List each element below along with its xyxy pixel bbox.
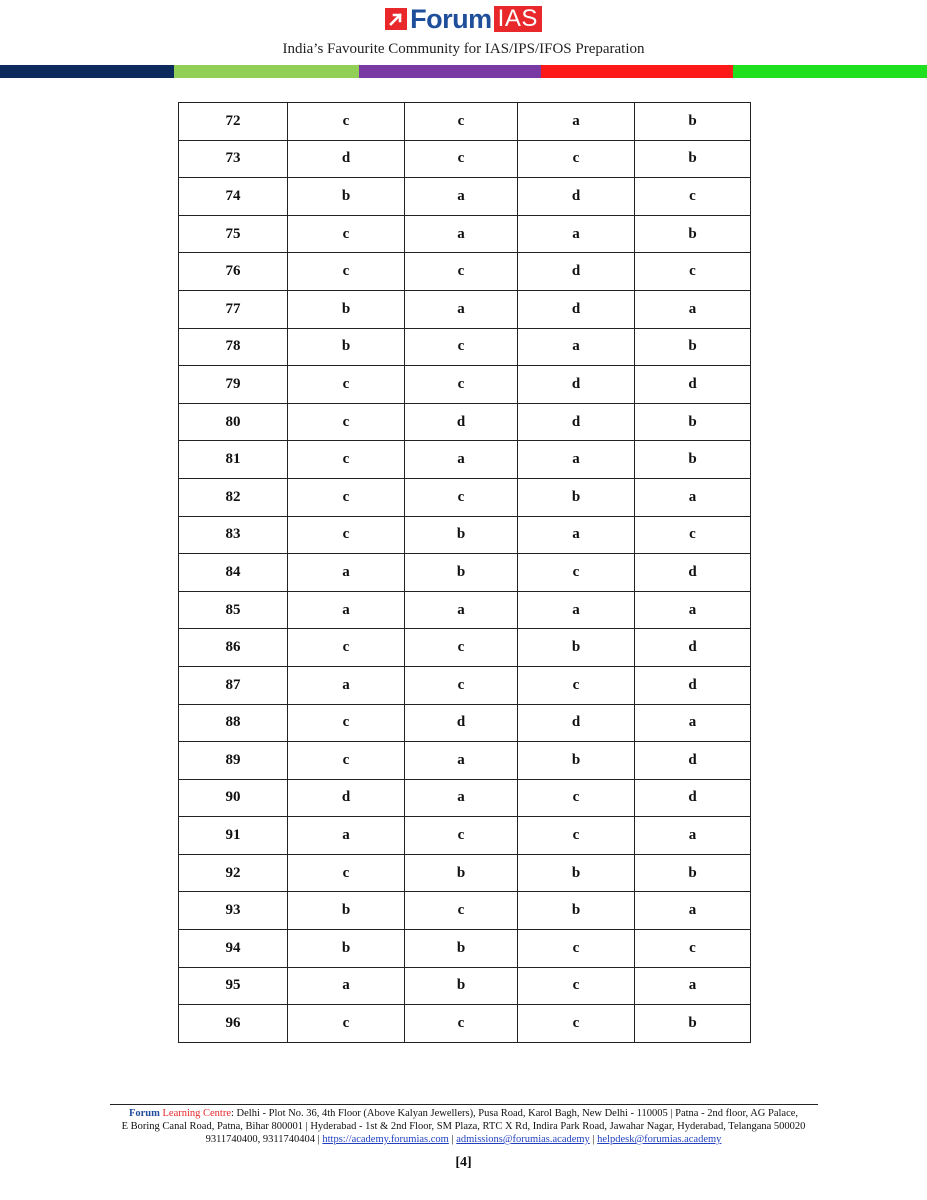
table-row <box>179 892 751 930</box>
answer-cell: d <box>635 629 751 667</box>
answer-cell: c <box>405 817 518 855</box>
answer-cell: c <box>288 854 405 892</box>
answer-cell: b <box>405 516 518 554</box>
answer-cell: c <box>288 103 405 141</box>
answer-cell: a <box>405 441 518 479</box>
table-row <box>179 554 751 592</box>
answer-cell: c <box>405 1005 518 1043</box>
table-row <box>179 742 751 780</box>
answer-cell: b <box>405 967 518 1005</box>
question-number-cell: 93 <box>179 892 288 930</box>
answer-cell: c <box>405 103 518 141</box>
answer-cell: b <box>405 854 518 892</box>
answer-cell: a <box>518 591 635 629</box>
question-number-cell: 78 <box>179 328 288 366</box>
answer-cell: b <box>518 854 635 892</box>
answer-cell: b <box>405 554 518 592</box>
answer-cell: b <box>635 854 751 892</box>
answer-cell: b <box>518 892 635 930</box>
answer-cell: c <box>405 253 518 291</box>
answer-cell: b <box>288 892 405 930</box>
answer-cell: a <box>518 328 635 366</box>
answer-cell: c <box>405 892 518 930</box>
footer-label-forum: Forum <box>128 1108 160 1119</box>
answer-cell: c <box>635 516 751 554</box>
answer-cell: d <box>405 704 518 742</box>
answer-cell: a <box>635 478 751 516</box>
question-number-cell: 83 <box>179 516 288 554</box>
answer-cell: c <box>518 967 635 1005</box>
answer-cell: d <box>518 403 635 441</box>
question-number-cell: 80 <box>179 403 288 441</box>
table-row <box>179 178 751 216</box>
table-row <box>179 478 751 516</box>
answer-cell: c <box>288 1005 405 1043</box>
question-number-cell: 84 <box>179 554 288 592</box>
logo-text-ias: IAS <box>494 6 542 32</box>
table-row <box>179 854 751 892</box>
answer-cell: d <box>288 140 405 178</box>
question-number-cell: 89 <box>179 742 288 780</box>
question-number-cell: 92 <box>179 854 288 892</box>
answer-cell: c <box>405 666 518 704</box>
answer-cell: a <box>635 892 751 930</box>
answer-cell: c <box>405 366 518 404</box>
table-row <box>179 328 751 366</box>
answer-cell: c <box>288 478 405 516</box>
color-bar-segment-green <box>733 65 927 78</box>
footer-address-text-1: : Delhi - Plot No. 36, 4th Floor (Above Kalyan Jewellers), Pusa Road, Karol Bagh, New Delhi - 110005 | Patna - 2nd floor, AG Palace, <box>231 1108 799 1119</box>
admissions-email-link[interactable]: admissions@forumias.academy <box>456 1134 590 1145</box>
answer-cell: a <box>518 441 635 479</box>
answer-cell: a <box>288 591 405 629</box>
question-number-cell: 85 <box>179 591 288 629</box>
table-row <box>179 1005 751 1043</box>
question-number-cell: 72 <box>179 103 288 141</box>
answer-cell: c <box>288 516 405 554</box>
answer-cell: d <box>518 366 635 404</box>
table-row <box>179 290 751 328</box>
answer-cell: b <box>518 478 635 516</box>
table-row <box>179 967 751 1005</box>
header-color-bar <box>0 65 927 78</box>
color-bar-segment-red <box>541 65 733 78</box>
color-bar-segment-navy <box>0 65 174 78</box>
answer-cell: b <box>518 629 635 667</box>
answer-cell: b <box>635 215 751 253</box>
answer-cell: d <box>518 704 635 742</box>
tagline: India’s Favourite Community for IAS/IPS/IFOS Preparation <box>282 41 645 57</box>
question-number-cell: 87 <box>179 666 288 704</box>
answer-cell: a <box>518 215 635 253</box>
answer-cell: c <box>518 930 635 968</box>
logo-text-forum: Forum <box>410 4 492 34</box>
table-row <box>179 215 751 253</box>
color-bar-segment-purple <box>359 65 541 78</box>
table-row <box>179 403 751 441</box>
answer-cell: b <box>288 930 405 968</box>
answer-cell: a <box>288 817 405 855</box>
question-number-cell: 74 <box>179 178 288 216</box>
table-row <box>179 666 751 704</box>
table-row <box>179 103 751 141</box>
answer-cell: a <box>405 591 518 629</box>
forumias-logo <box>0 4 927 34</box>
answer-cell: a <box>288 554 405 592</box>
question-number-cell: 81 <box>179 441 288 479</box>
answer-cell: c <box>288 704 405 742</box>
table-row <box>179 516 751 554</box>
question-number-cell: 82 <box>179 478 288 516</box>
question-number-cell: 95 <box>179 967 288 1005</box>
answer-cell: c <box>518 1005 635 1043</box>
answer-cell: c <box>288 629 405 667</box>
table-row <box>179 704 751 742</box>
footer-phones: 9311740400, 9311740404 | <box>205 1134 320 1145</box>
answer-cell: c <box>288 441 405 479</box>
footer-divider <box>110 1104 818 1105</box>
question-number-cell: 88 <box>179 704 288 742</box>
answer-cell: d <box>635 666 751 704</box>
answer-cell: c <box>635 178 751 216</box>
answer-cell: b <box>288 178 405 216</box>
answer-cell: c <box>518 779 635 817</box>
academy-link[interactable]: https://academy.forumias.com <box>322 1134 449 1145</box>
answer-cell: a <box>288 666 405 704</box>
answer-cell: a <box>405 290 518 328</box>
answer-cell: c <box>518 554 635 592</box>
question-number-cell: 73 <box>179 140 288 178</box>
answer-cell: d <box>518 253 635 291</box>
table-row <box>179 779 751 817</box>
answer-cell: c <box>288 215 405 253</box>
answer-cell: b <box>635 441 751 479</box>
table-row <box>179 441 751 479</box>
footer-label-centre: Learning Centre <box>162 1108 232 1119</box>
helpdesk-email-link[interactable]: helpdesk@forumias.academy <box>597 1134 722 1145</box>
table-row <box>179 930 751 968</box>
answer-cell: a <box>288 967 405 1005</box>
answer-cell: b <box>288 328 405 366</box>
answer-cell: a <box>635 967 751 1005</box>
answer-cell: d <box>635 742 751 780</box>
answer-cell: b <box>405 930 518 968</box>
question-number-cell: 96 <box>179 1005 288 1043</box>
answer-cell: a <box>405 742 518 780</box>
question-number-cell: 75 <box>179 215 288 253</box>
table-row <box>179 817 751 855</box>
answer-cell: a <box>635 704 751 742</box>
answer-cell: d <box>288 779 405 817</box>
footer-contact-line <box>100 1133 827 1146</box>
answer-cell: b <box>635 403 751 441</box>
question-number-cell: 91 <box>179 817 288 855</box>
question-number-cell: 94 <box>179 930 288 968</box>
question-number-cell: 77 <box>179 290 288 328</box>
answer-cell: d <box>518 290 635 328</box>
answer-cell: a <box>635 290 751 328</box>
answer-cell: c <box>405 328 518 366</box>
table-row <box>179 140 751 178</box>
answer-cell: b <box>288 290 405 328</box>
answer-cell: a <box>405 779 518 817</box>
answer-cell: c <box>635 253 751 291</box>
question-number-cell: 79 <box>179 366 288 404</box>
footer-address-line-1 <box>100 1107 827 1120</box>
color-bar-segment-lightgreen <box>174 65 359 78</box>
answer-cell: c <box>518 666 635 704</box>
answer-cell: a <box>405 215 518 253</box>
answer-cell: b <box>635 140 751 178</box>
answer-cell: a <box>518 103 635 141</box>
answer-cell: a <box>405 178 518 216</box>
question-number-cell: 76 <box>179 253 288 291</box>
answer-cell: b <box>635 103 751 141</box>
answer-cell: c <box>518 817 635 855</box>
table-row <box>179 591 751 629</box>
table-row <box>179 253 751 291</box>
answer-cell: c <box>288 742 405 780</box>
answer-cell: c <box>635 930 751 968</box>
answer-cell: a <box>635 817 751 855</box>
answer-cell: c <box>405 478 518 516</box>
table-row <box>179 366 751 404</box>
answer-cell: d <box>635 554 751 592</box>
answer-cell: d <box>405 403 518 441</box>
arrow-logo-icon <box>385 8 407 30</box>
answer-cell: d <box>635 366 751 404</box>
table-row <box>179 629 751 667</box>
answer-cell: c <box>288 253 405 291</box>
answer-cell: b <box>635 1005 751 1043</box>
footer-address-line-2: E Boring Canal Road, Patna, Bihar 800001 | Hyderabad - 1st & 2nd Floor, SM Plaza, RTC X Rd, Indira Park Road, Jawahar Nagar, Hyderabad, Telangana 500020 <box>121 1121 806 1132</box>
answer-cell: a <box>518 516 635 554</box>
answer-cell: c <box>405 629 518 667</box>
answer-cell: d <box>518 178 635 216</box>
footer <box>100 1107 827 1146</box>
answer-cell: d <box>635 779 751 817</box>
answer-key-table <box>178 102 751 1043</box>
answer-cell: c <box>518 140 635 178</box>
question-number-cell: 86 <box>179 629 288 667</box>
question-number-cell: 90 <box>179 779 288 817</box>
footer-separator: | <box>592 1134 595 1145</box>
page-number: [4] <box>455 1155 472 1170</box>
answer-cell: c <box>288 403 405 441</box>
answer-cell: c <box>405 140 518 178</box>
answer-cell: b <box>518 742 635 780</box>
answer-cell: c <box>288 366 405 404</box>
answer-cell: b <box>635 328 751 366</box>
answer-cell: a <box>635 591 751 629</box>
footer-separator: | <box>451 1134 454 1145</box>
